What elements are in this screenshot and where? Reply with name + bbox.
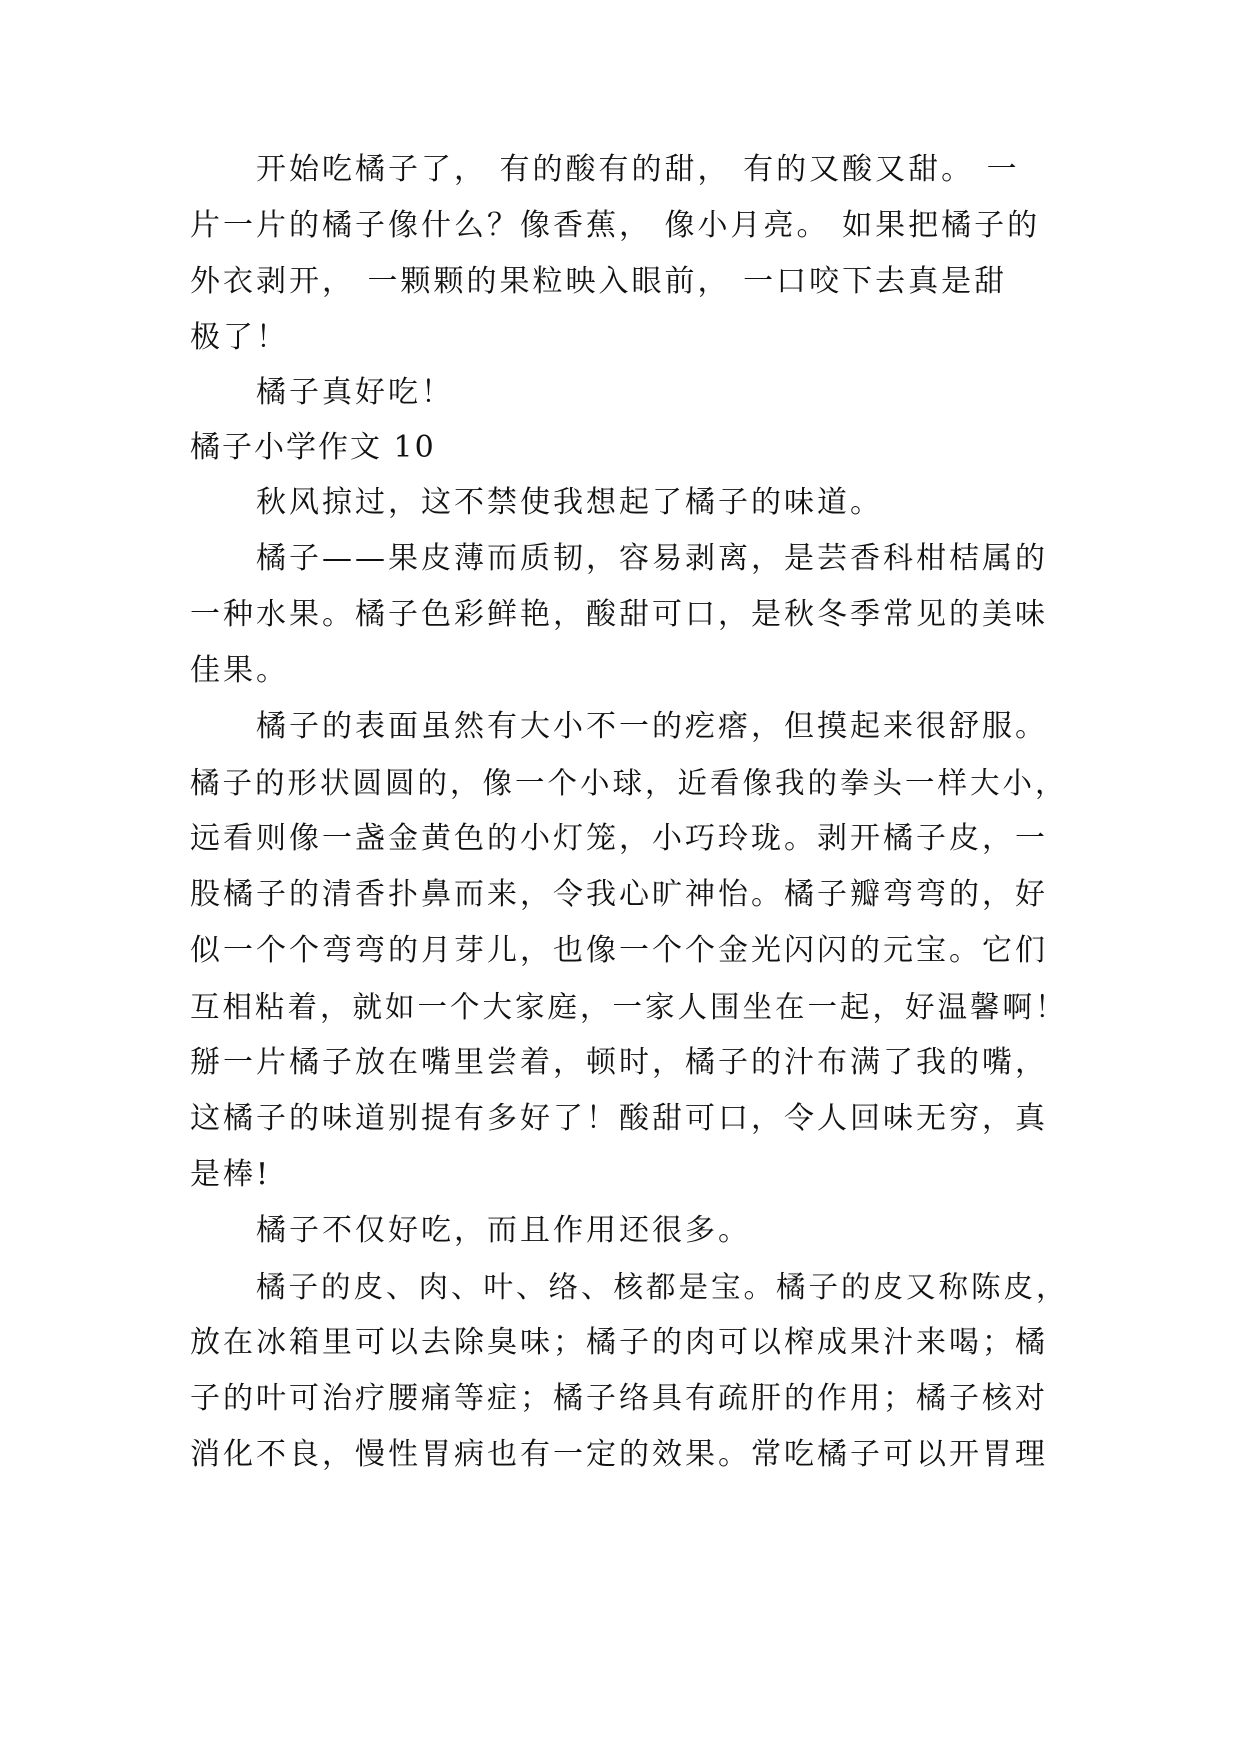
paragraph-line: 股橘子的清香扑鼻而来，令我心旷神怡。橘子瓣弯弯的，好	[190, 877, 1048, 912]
section-heading: 橘子小学作文 10	[190, 430, 436, 465]
paragraph-line: 一种水果。橘子色彩鲜艳，酸甜可口，是秋冬季常见的美味	[190, 597, 1048, 632]
paragraph-line: 这橘子的味道别提有多好了！酸甜可口，令人回味无穷，真	[190, 1101, 1048, 1136]
paragraph-line: 互相粘着，就如一个大家庭，一家人围坐在一起，好温馨啊！	[190, 990, 1068, 1024]
paragraph-line: 外衣剥开， 一颗颗的果粒映入眼前， 一口咬下去真是甜	[190, 264, 1008, 299]
paragraph-line: 极了！	[190, 320, 289, 355]
paragraph-line: 佳果。	[190, 653, 289, 688]
paragraph-line: 掰一片橘子放在嘴里尝着，顿时，橘子的汁布满了我的嘴，	[190, 1045, 1048, 1080]
paragraph-line: 放在冰箱里可以去除臭味；橘子的肉可以榨成果汁来喝；橘	[190, 1325, 1048, 1360]
paragraph-line: 子的叶可治疗腰痛等症；橘子络具有疏肝的作用；橘子核对	[190, 1381, 1048, 1416]
paragraph-line: 秋风掠过，这不禁使我想起了橘子的味道。	[256, 485, 883, 520]
paragraph-line: 橘子——果皮薄而质韧，容易剥离，是芸香科柑桔属的	[256, 541, 1048, 576]
paragraph-line: 橘子的形状圆圆的，像一个小球，近看像我的拳头一样大小，	[190, 766, 1068, 800]
paragraph-line: 消化不良，慢性胃病也有一定的效果。常吃橘子可以开胃理	[190, 1437, 1048, 1472]
paragraph-line: 是棒!	[190, 1157, 272, 1192]
paragraph-line: 远看则像一盏金黄色的小灯笼，小巧玲珑。剥开橘子皮，一	[190, 821, 1048, 856]
paragraph-line: 似一个个弯弯的月芽儿，也像一个个金光闪闪的元宝。它们	[190, 933, 1048, 968]
paragraph-line: 橘子的表面虽然有大小不一的疙瘩，但摸起来很舒服。	[256, 709, 1048, 744]
paragraph-line: 橘子的皮、肉、叶、络、核都是宝。橘子的皮又称陈皮，	[256, 1270, 1069, 1304]
paragraph-line: 橘子真好吃！	[256, 375, 454, 410]
paragraph-line: 片一片的橘子像什么？像香蕉， 像小月亮。 如果把橘子的	[190, 208, 1041, 243]
paragraph-line: 橘子不仅好吃，而且作用还很多。	[256, 1213, 751, 1248]
paragraph-line: 开始吃橘子了， 有的酸有的甜， 有的又酸又甜。 一	[256, 152, 1020, 187]
